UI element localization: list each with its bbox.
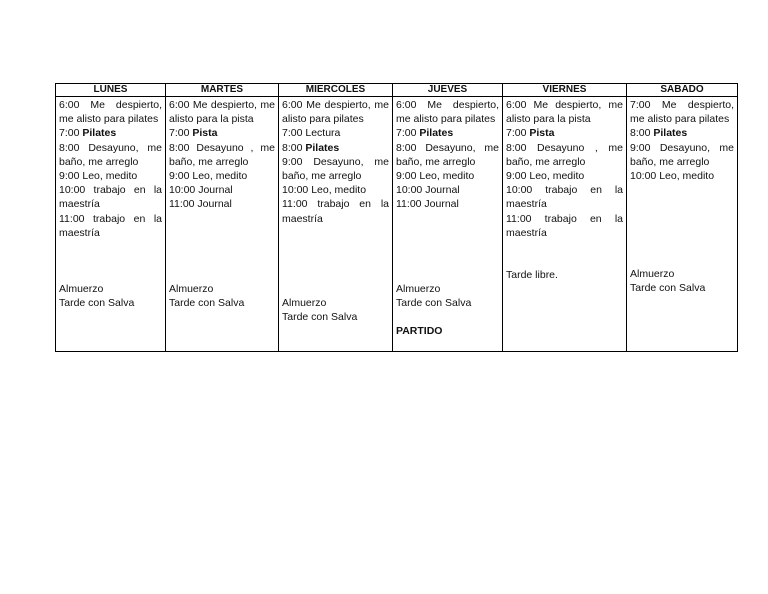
schedule-entry: 11:00 trabajo en la maestría <box>282 198 389 225</box>
schedule-entry: 9:00 Leo, medito <box>59 170 138 183</box>
schedule-entry: 6:00 Me despierto, me alisto para pilates <box>396 99 499 126</box>
entry-activity-bold: Pilates <box>653 127 688 140</box>
schedule-entry: 8:00 Desayuno , me baño, me arreglo <box>169 141 275 168</box>
day-header: SABADO <box>627 84 738 97</box>
day-cell-martes <box>166 97 279 352</box>
day-header: VIERNES <box>503 84 627 97</box>
entry-time: 8:00 <box>282 141 306 154</box>
afternoon-entry: Tarde con Salva <box>630 282 706 295</box>
schedule-entry: 7:00 Lectura <box>282 127 341 140</box>
day-cell-jueves <box>393 97 503 352</box>
day-header: MIERCOLES <box>279 84 393 97</box>
schedule-entry <box>630 126 734 140</box>
schedule-entry: 10:00 trabajo en la maestría <box>506 184 623 211</box>
afternoon-entry: Almuerzo <box>59 283 104 296</box>
schedule-row <box>56 97 738 352</box>
entry-activity-bold: Pilates <box>305 141 340 154</box>
schedule-entry: 6:00 Me despierto, me alisto para la pista <box>169 99 275 126</box>
entry-activity-bold: Pista <box>529 127 555 140</box>
schedule-entry <box>59 126 162 140</box>
schedule-entry <box>396 126 499 140</box>
schedule-entry: 6:00 Me despierto, me alisto para pilates <box>282 99 389 126</box>
day-header: LUNES <box>56 84 166 97</box>
event-note: PARTIDO <box>396 325 443 338</box>
entry-time: 7:00 <box>396 127 420 140</box>
schedule-entry: 9:00 Leo, medito <box>396 170 475 183</box>
schedule-entry: 10:00 Journal <box>396 184 460 197</box>
schedule-entry: 8:00 Desayuno , me baño, me arreglo <box>506 141 623 168</box>
schedule-entry: 10:00 Leo, medito <box>282 184 367 197</box>
schedule-entry <box>169 126 275 140</box>
schedule-entry: 9:00 Desayuno, me baño, me arreglo <box>630 141 734 168</box>
afternoon-entry: Tarde con Salva <box>282 311 358 324</box>
schedule-entry: 11:00 Journal <box>396 198 459 211</box>
afternoon-entry: Tarde libre. <box>506 269 558 282</box>
schedule-entry: 10:00 Journal <box>169 184 233 197</box>
day-cell-viernes <box>503 97 627 352</box>
schedule-entry: 6:00 Me despierto, me alisto para pilates <box>59 99 162 126</box>
afternoon-entry: Tarde con Salva <box>169 296 245 309</box>
weekly-schedule-table <box>55 83 738 352</box>
schedule-entry: 11:00 trabajo en la maestría <box>506 212 623 239</box>
afternoon-entry: Almuerzo <box>282 296 327 309</box>
afternoon-entry: Almuerzo <box>396 282 441 295</box>
schedule-entry: 8:00 Desayuno, me baño, me arreglo <box>59 141 162 168</box>
schedule-entry: 10:00 trabajo en la maestría <box>59 184 162 211</box>
day-header: JUEVES <box>393 84 503 97</box>
schedule-entry: 8:00 Desayuno, me baño, me arreglo <box>396 141 499 168</box>
afternoon-entry: Almuerzo <box>630 268 675 281</box>
schedule-entry: 7:00 Me despierto, me alisto para pilates <box>630 99 734 126</box>
schedule-entry: 6:00 Me despierto, me alisto para la pista <box>506 99 623 126</box>
afternoon-entry: Almuerzo <box>169 282 214 295</box>
schedule-entry: 11:00 Journal <box>169 198 232 211</box>
day-cell-sabado <box>627 97 738 352</box>
entry-time: 7:00 <box>59 127 83 140</box>
entry-activity-bold: Pilates <box>82 127 117 140</box>
schedule-entry: 10:00 Leo, medito <box>630 170 715 183</box>
schedule-entry: 9:00 Leo, medito <box>169 170 248 183</box>
entry-activity-bold: Pista <box>192 127 218 140</box>
day-cell-lunes <box>56 97 166 352</box>
schedule-entry <box>282 141 389 155</box>
afternoon-entry: Tarde con Salva <box>396 296 472 309</box>
entry-time: 8:00 <box>630 127 654 140</box>
schedule-entry <box>506 126 623 140</box>
entry-activity-bold: Pilates <box>419 127 454 140</box>
schedule-entry: 11:00 trabajo en la maestría <box>59 212 162 239</box>
day-header: MARTES <box>166 84 279 97</box>
day-cell-miercoles <box>279 97 393 352</box>
entry-time: 7:00 <box>506 127 530 140</box>
afternoon-entry: Tarde con Salva <box>59 297 135 310</box>
schedule-entry: 9:00 Leo, medito <box>506 170 585 183</box>
schedule-entry: 9:00 Desayuno, me baño, me arreglo <box>282 155 389 183</box>
header-row <box>56 84 738 97</box>
entry-time: 7:00 <box>169 127 193 140</box>
